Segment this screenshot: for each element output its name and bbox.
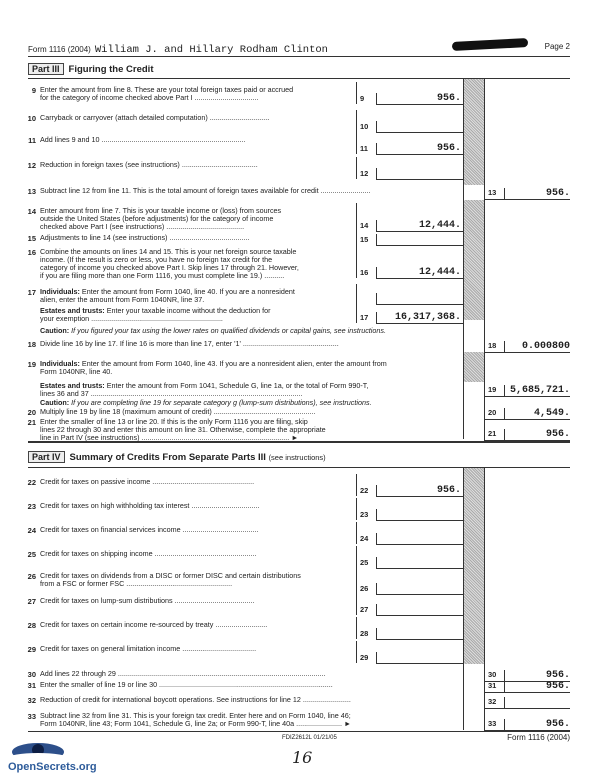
line-description: Credit for taxes on financial services income ...................................... <box>40 525 259 534</box>
line-number: 33 <box>27 712 36 721</box>
line-amount-field[interactable]: 12,444. <box>376 267 463 279</box>
line-description: Enter the amount from Form 1040, line 40. If you are a nonresident alien, enter the amount from Form 1040NR, line 37. <box>40 287 295 304</box>
taxpayer-name: William J. and Hillary Rodham Clinton <box>94 44 328 56</box>
line-box-label: 17 <box>356 303 376 323</box>
line-number: 22 <box>27 478 36 487</box>
line-description: Credit for taxes on dividends from a DISC or former DISC and certain distributions from a FSC or former FSC ..................................................... <box>40 571 301 588</box>
line-description: Subtract line 32 from line 31. This is your foreign tax credit. Enter here and on Form 1040, line 46; Form 1040NR, line 43; Form 1041, Schedule G, line 2a; or Form 990-T, line 40a ....................... ► <box>40 711 352 728</box>
line-box-label: 16 <box>356 244 376 278</box>
line-description: Divide line 16 by line 17. If line 16 is more than line 17, enter '1' ................................................ <box>40 339 339 348</box>
line-text <box>40 621 354 629</box>
line-amount-field[interactable] <box>376 583 463 595</box>
eye-icon <box>8 738 78 758</box>
line-amount-field[interactable] <box>376 628 463 640</box>
line-description: Credit for taxes on lump-sum distributions ........................................ <box>40 596 255 605</box>
line-description: Subtract line 12 from line 11. This is the total amount of foreign taxes available for credit ......................... <box>40 186 371 195</box>
line-description: Enter the smaller of line 19 or line 30 ....................................................................................... <box>40 680 333 689</box>
divider <box>28 56 570 57</box>
divider <box>463 79 464 439</box>
line-number: 25 <box>27 550 36 559</box>
line-description: Enter the amount from Form 1041, Schedule G, line 1a, or the total of Form 990-T, lines 36 and 37 .......................................................................................................... <box>40 381 369 398</box>
line-box-label: 15 <box>356 230 376 245</box>
line-number: 9 <box>31 86 36 95</box>
line-description: Enter the amount from line 8. These are your total foreign taxes paid or accrued for the category of income checked above Part I ................................ <box>40 85 294 102</box>
line-box-label: 19 <box>484 385 504 397</box>
line-amount-field[interactable]: 956. <box>504 429 570 441</box>
line-box-label: 9 <box>356 82 376 104</box>
watermark-text: OpenSecrets.org <box>8 761 97 773</box>
line-description: Multiply line 19 by line 18 (maximum amount of credit) ................................................... <box>40 407 316 416</box>
line-amount-field[interactable] <box>376 121 463 133</box>
line-description: Credit for taxes on high withholding tax interest .................................. <box>40 501 260 510</box>
line-text <box>40 696 460 704</box>
line-text <box>40 408 460 416</box>
line-number: 11 <box>28 136 36 145</box>
line-amount-field[interactable]: 16,317,368. <box>376 312 463 324</box>
line-amount-field[interactable]: 956. <box>376 93 463 105</box>
line-number: 23 <box>27 502 36 511</box>
form-label: Form 1116 (2004) <box>28 45 91 54</box>
line-box-label: 24 <box>356 522 376 544</box>
line-text <box>40 136 354 144</box>
part4-header <box>28 451 326 463</box>
line-number: 32 <box>27 696 36 705</box>
shaded-area <box>463 200 484 320</box>
line-amount-field[interactable] <box>376 168 463 180</box>
line-text <box>40 307 354 323</box>
line-text <box>40 418 460 442</box>
line-amount-field[interactable]: 956. <box>504 670 570 682</box>
form-header <box>28 44 328 56</box>
divider <box>28 78 570 79</box>
line-amount-field[interactable]: 12,444. <box>376 220 463 232</box>
line-description: Credit for taxes on certain income re-sourced by treaty .......................... <box>40 620 268 629</box>
line-description: Credit for taxes on passive income ................................................... <box>40 477 255 486</box>
line-number: 19 <box>27 360 36 369</box>
line-box-label: 31 <box>484 681 504 693</box>
line-description: Credit for taxes on shipping income ................................................... <box>40 549 257 558</box>
line-text <box>40 502 354 510</box>
line-description: Combine the amounts on lines 14 and 15. This is your net foreign source taxable income. (If the result is zero or less, you have no foreign tax credit for the category of income you checked above Part I. Skip lines 17 through 21. However, if you are filing more than one Form 1116, you must complete line 19.) .......... <box>40 247 299 280</box>
line-amount-field[interactable]: 956. <box>504 681 570 693</box>
line-text <box>40 550 354 558</box>
line-text <box>40 478 354 486</box>
line-description: Add lines 22 through 29 ........................................................................................................ <box>40 669 326 678</box>
line-box-label: 14 <box>356 203 376 231</box>
shaded-area <box>463 352 484 382</box>
footer-form-label: Form 1116 (2004) <box>507 733 570 742</box>
line-text <box>40 114 354 122</box>
line-text <box>40 340 460 348</box>
line-description: Reduction in foreign taxes (see instructions) ...................................... <box>40 160 258 169</box>
line-amount-field[interactable]: 4,549. <box>504 408 570 420</box>
line-text <box>40 207 354 231</box>
part3-title: Figuring the Credit <box>68 64 154 75</box>
line-text <box>40 288 354 304</box>
line-number: 10 <box>27 114 36 123</box>
line-amount-field[interactable]: 0.000800 <box>504 341 570 353</box>
line-text <box>40 360 460 376</box>
line-amount-field[interactable] <box>376 652 463 664</box>
line-box-label: 20 <box>484 408 504 420</box>
line-box-label: 29 <box>356 641 376 663</box>
shaded-area <box>463 468 484 664</box>
line-description: Enter the amount from Form 1040, line 43. If you are a nonresident alien, enter the amount from Form 1040NR, line 40. <box>40 359 387 376</box>
line-amount-field[interactable] <box>376 293 463 305</box>
line-amount-field[interactable] <box>376 557 463 569</box>
line-number: 21 <box>27 418 36 427</box>
line-description: Reduction of credit for international boycott operations. See instructions for line 12 ........................ <box>40 695 351 704</box>
line-box-label: 13 <box>484 188 504 200</box>
line-box-label: 27 <box>356 593 376 615</box>
line-box-label: 22 <box>356 474 376 496</box>
line-number: 20 <box>27 408 36 417</box>
line-box-label: 28 <box>356 617 376 639</box>
line-text <box>40 382 460 398</box>
line-amount-field[interactable] <box>376 533 463 545</box>
line-amount-field[interactable] <box>376 509 463 521</box>
shaded-area <box>463 79 484 185</box>
line-amount-field[interactable] <box>376 234 463 246</box>
part4-note: (see instructions) <box>268 453 326 462</box>
line-text <box>40 712 460 728</box>
line-description: If you are completing line 19 for separate category g (lump-sum distributions), see instructions. <box>69 398 372 407</box>
line-text <box>40 681 460 689</box>
line-number: 14 <box>27 207 36 216</box>
line-number: 24 <box>27 526 36 535</box>
line-number: 17 <box>27 288 36 297</box>
part3-header <box>28 63 153 75</box>
line-amount-field[interactable]: 956. <box>376 143 463 155</box>
line-text <box>40 248 354 280</box>
line-number: 15 <box>27 234 36 243</box>
line-amount-field[interactable] <box>376 604 463 616</box>
line-box-label: 21 <box>484 429 504 441</box>
line-description: Enter amount from line 7. This is your taxable income or (loss) from sources outside the United States (before adjustments) for the category of income checked above Part I (see instructions) ....................................... <box>40 206 282 231</box>
line-box-label: 23 <box>356 498 376 520</box>
line-text <box>40 597 354 605</box>
line-box-label: 30 <box>484 670 504 682</box>
divider <box>28 731 570 732</box>
line-description: Carryback or carryover (attach detailed computation) .............................. <box>40 113 270 122</box>
line-text <box>40 399 460 407</box>
line-amount-field[interactable]: 956. <box>504 188 570 200</box>
line-text <box>40 670 460 678</box>
line-amount-field[interactable]: 956. <box>504 719 570 731</box>
line-box-label: 25 <box>356 546 376 568</box>
line-box-label: 12 <box>356 157 376 179</box>
line-number: 30 <box>27 670 36 679</box>
line-description: Adjustments to line 14 (see instructions) ........................................ <box>40 233 250 242</box>
line-box-label <box>356 284 376 304</box>
line-amount-field[interactable]: 5,685,721. <box>504 385 570 397</box>
line-description: Add lines 9 and 10 ........................................................................ <box>40 135 246 144</box>
line-number: 29 <box>27 645 36 654</box>
line-number: 13 <box>27 187 36 196</box>
line-box-label: 33 <box>484 719 504 731</box>
line-text <box>40 161 354 169</box>
opensecrets-logo <box>8 738 97 773</box>
line-number: 28 <box>27 621 36 630</box>
line-box-label: 10 <box>356 110 376 132</box>
line-lead: Individuals: <box>40 359 80 368</box>
line-amount-field[interactable] <box>504 697 570 709</box>
line-description: Enter your taxable income without the deduction for your exemption .................................................................. <box>40 306 271 323</box>
line-text <box>40 572 354 588</box>
line-lead: Caution: <box>40 398 70 407</box>
line-text <box>40 327 460 335</box>
part4-title: Summary of Credits From Separate Parts III <box>69 452 266 463</box>
divider <box>28 467 570 468</box>
line-lead: Estates and trusts: <box>40 306 105 315</box>
line-lead: Caution: <box>40 326 70 335</box>
part4-label: Part IV <box>28 451 65 463</box>
line-number: 12 <box>27 161 36 170</box>
line-amount-field[interactable]: 956. <box>376 485 463 497</box>
line-number: 26 <box>27 572 36 581</box>
line-description: If you figured your tax using the lower rates on qualified dividends or capital gains, see instructions. <box>69 326 386 335</box>
line-box-label: 11 <box>356 132 376 154</box>
line-box-label: 18 <box>484 341 504 353</box>
page-number: Page 2 <box>544 42 570 51</box>
part3-label: Part III <box>28 63 64 75</box>
line-description: Credit for taxes on general limitation income ..................................... <box>40 644 257 653</box>
line-text <box>40 526 354 534</box>
line-number: 16 <box>27 248 36 257</box>
line-text <box>40 645 354 653</box>
line-number: 27 <box>27 597 36 606</box>
line-box-label: 26 <box>356 568 376 594</box>
line-number: 31 <box>27 681 36 690</box>
line-number: 18 <box>27 340 36 349</box>
line-lead: Individuals: <box>40 287 80 296</box>
line-lead: Estates and trusts: <box>40 381 105 390</box>
line-text <box>40 234 354 242</box>
divider <box>463 468 464 730</box>
line-box-label: 32 <box>484 697 504 709</box>
redaction-mark <box>452 38 528 51</box>
line-text <box>40 86 354 102</box>
line-description: Enter the smaller of line 13 or line 20. If this is the only Form 1116 you are filing, skip lines 22 through 30 and enter this amount on line 31. Otherwise, complete the appropriate line in Part IV (see instructions) .......................................................................... ► <box>40 417 326 442</box>
footer-code: FDIZ2612L 01/21/05 <box>282 735 337 741</box>
handwritten-page-number: 16 <box>292 748 313 767</box>
line-text <box>40 187 460 195</box>
